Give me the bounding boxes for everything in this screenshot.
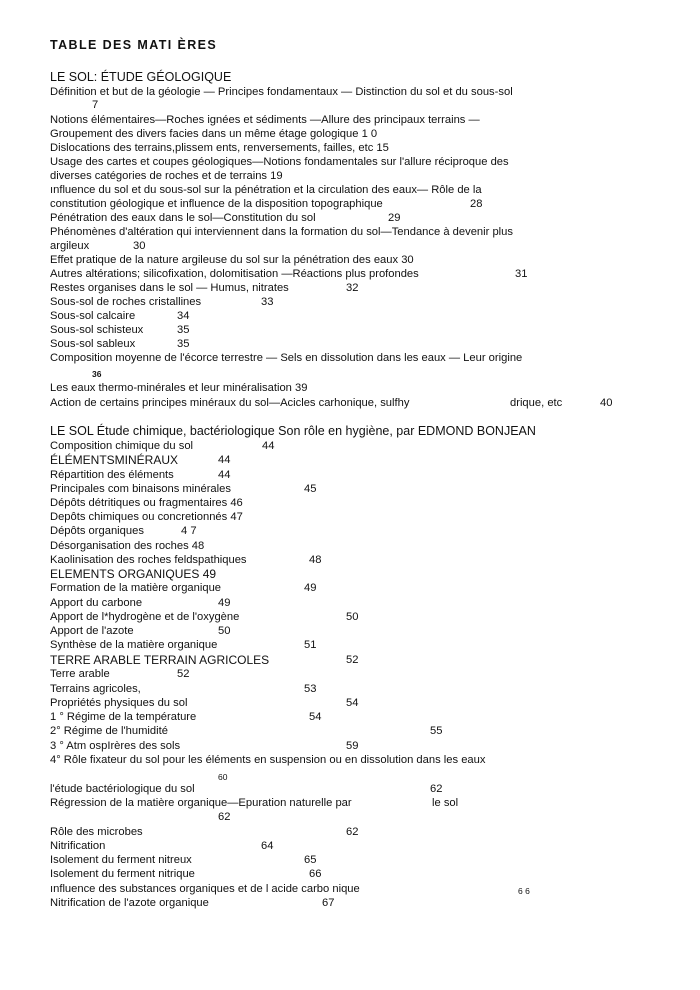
toc-entry: Groupement des divers facies dans un même étage gologique 1 0: [50, 128, 378, 140]
toc-entry-page: 67: [322, 897, 335, 909]
toc-entry-page: 32: [346, 282, 359, 294]
toc-entry: Action de certains principes minéraux du sol—Acicles carhonique, sulfhy: [50, 397, 410, 409]
toc-entry: Apport du carbone: [50, 597, 143, 609]
toc-entry: Terre arable: [50, 668, 110, 680]
toc-entry: constitution géologique et influence de la disposition topographique: [50, 198, 383, 210]
toc-entry: Dépôts organiques: [50, 525, 144, 537]
toc-entry: 2° Régime de l'humidité: [50, 725, 168, 737]
toc-entry-continuation: drique, etc: [510, 397, 563, 409]
toc-entry: Nitrification de l'azote organique: [50, 897, 209, 909]
toc-entry: Dislocations des terrains,plissem ents, renversements, failles, etc 15: [50, 142, 389, 154]
toc-entry: l'étude bactériologique du sol: [50, 783, 195, 795]
toc-entry-page: 49: [218, 597, 231, 609]
toc-entry-page: 60: [218, 772, 228, 782]
toc-entry: Formation de la matière organique: [50, 582, 222, 594]
toc-entry-page: 65: [304, 854, 317, 866]
toc-entry: diverses catégories de roches et de terrains 19: [50, 170, 283, 182]
toc-entry: Les eaux thermo-minérales et leur minéralisation 39: [50, 382, 308, 394]
toc-entry: Sous-sol schisteux: [50, 324, 144, 336]
toc-entry-page: 55: [430, 725, 443, 737]
toc-entry: Usage des cartes et coupes géologiques—Notions fondamentales sur l'allure réciproque des: [50, 156, 509, 168]
toc-entry: Synthèse de la matière organique: [50, 639, 218, 651]
toc-entry: 3 ° Atm ospIrères des sols: [50, 740, 181, 752]
toc-entry: Répartition des éléments: [50, 469, 174, 481]
toc-entry-page: 66: [309, 868, 322, 880]
toc-entry-page: 52: [177, 668, 190, 680]
toc-entry-page: 51: [304, 639, 317, 651]
toc-entry-page: 62: [430, 783, 443, 795]
toc-entry-page: 44: [218, 469, 231, 481]
toc-entry: Dépôts détritiques ou fragmentaires 46: [50, 497, 243, 509]
toc-entry: Terrains agricoles,: [50, 683, 141, 695]
toc-entry-page: 64: [261, 840, 274, 852]
toc-entry: Composition moyenne de l'écorce terrestre — Sels en dissolution dans les eaux — Leur origine: [50, 352, 523, 364]
toc-entry: argileux: [50, 240, 90, 252]
toc-entry-page: 52: [346, 654, 359, 666]
toc-entry: Notions élémentaires—Roches ignées et sédiments —Allure des principaux terrains —: [50, 114, 480, 126]
toc-entry: ınfluence du sol et du sous-sol sur la pénétration et la circulation des eaux— Rôle de la: [50, 184, 482, 196]
toc-entry: Apport de l*hydrogène et de l'oxygène: [50, 611, 240, 623]
toc-entry: Depôts chimiques ou concretionnés 47: [50, 511, 243, 523]
toc-entry: Principales com binaisons minérales: [50, 483, 231, 495]
toc-entry: ınfluence des substances organiques et de l acide carbo nique: [50, 883, 360, 895]
toc-entry: TERRE ARABLE TERRAIN AGRICOLES: [50, 653, 270, 667]
toc-entry: Pénétration des eaux dans le sol—Constitution du sol: [50, 212, 316, 224]
toc-entry: Composition chimique du sol: [50, 440, 194, 452]
toc-entry-page: 49: [304, 582, 317, 594]
toc-entry: Régression de la matière organique—Epuration naturelle par: [50, 797, 352, 809]
toc-entry-page: 34: [177, 310, 190, 322]
toc-entry: Isolement du ferment nitreux: [50, 854, 192, 866]
toc-entry: Effet pratique de la nature argileuse du sol sur la pénétration des eaux 30: [50, 254, 414, 266]
toc-entry-page: 44: [262, 440, 275, 452]
toc-entry: Rôle des microbes: [50, 826, 143, 838]
toc-entry-page: 50: [218, 625, 231, 637]
section-heading-chimique: LE SOL Étude chimique, bactériologique Son rôle en hygiène, par EDMOND BONJEAN: [50, 424, 536, 438]
toc-entry-page: 33: [261, 296, 274, 308]
toc-entry-page: 62: [346, 826, 359, 838]
toc-entry: Autres altérations; silicofixation, dolomitisation —Réactions plus profondes: [50, 268, 419, 280]
toc-entry-page: 31: [515, 268, 528, 280]
toc-entry-page: 45: [304, 483, 317, 495]
toc-entry-page: 35: [177, 324, 190, 336]
toc-entry-page: 59: [346, 740, 359, 752]
toc-entry-page: 30: [133, 240, 146, 252]
toc-entry-page: 53: [304, 683, 317, 695]
toc-entry-page: 48: [309, 554, 322, 566]
page-title: TABLE DES MATI ÈRES: [50, 38, 218, 52]
toc-entry-page: 50: [346, 611, 359, 623]
toc-entry: Sous-sol sableux: [50, 338, 136, 350]
toc-entry: Nitrification: [50, 840, 106, 852]
toc-entry-page: 7: [92, 99, 99, 111]
toc-entry-page: 35: [177, 338, 190, 350]
toc-entry-page: 62: [218, 811, 231, 823]
toc-entry: Sous-sol de roches cristallines: [50, 296, 202, 308]
section-heading-geologique: LE SOL: ÉTUDE GÉOLOGIQUE: [50, 70, 232, 84]
toc-entry: ÉLÉMENTSMINÉRAUX: [50, 453, 179, 467]
toc-entry: Définition et but de la géologie — Principes fondamentaux — Distinction du sol et du sous-sol: [50, 86, 513, 98]
toc-entry: 4° Rôle fixateur du sol pour les éléments en suspension ou en dissolution dans les eaux: [50, 754, 486, 766]
toc-entry-page: 40: [600, 397, 613, 409]
toc-entry-page: 54: [309, 711, 322, 723]
toc-entry-page: 36: [92, 369, 102, 379]
toc-entry-page: 28: [470, 198, 483, 210]
toc-entry: Phénomènes d'altération qui interviennent dans la formation du sol—Tendance à devenir plus: [50, 226, 513, 238]
toc-entry-page: 4 7: [181, 525, 197, 537]
toc-entry: ELEMENTS ORGANIQUES 49: [50, 567, 217, 581]
toc-entry-page: 29: [388, 212, 401, 224]
toc-entry: Kaolinisation des roches feldspathiques: [50, 554, 247, 566]
toc-entry-page: 54: [346, 697, 359, 709]
toc-entry: Apport de l'azote: [50, 625, 134, 637]
toc-entry-page: 44: [218, 454, 231, 466]
toc-entry-continuation: le sol: [432, 797, 459, 809]
toc-entry: Restes organises dans le sol — Humus, nitrates: [50, 282, 289, 294]
toc-entry: Désorganisation des roches 48: [50, 540, 205, 552]
toc-entry: Isolement du ferment nitrique: [50, 868, 195, 880]
toc-entry-page: 6 6: [518, 886, 530, 896]
toc-entry: Propriétés physiques du sol: [50, 697, 188, 709]
toc-entry: 1 ° Régime de la température: [50, 711, 197, 723]
toc-entry: Sous-sol calcaire: [50, 310, 136, 322]
